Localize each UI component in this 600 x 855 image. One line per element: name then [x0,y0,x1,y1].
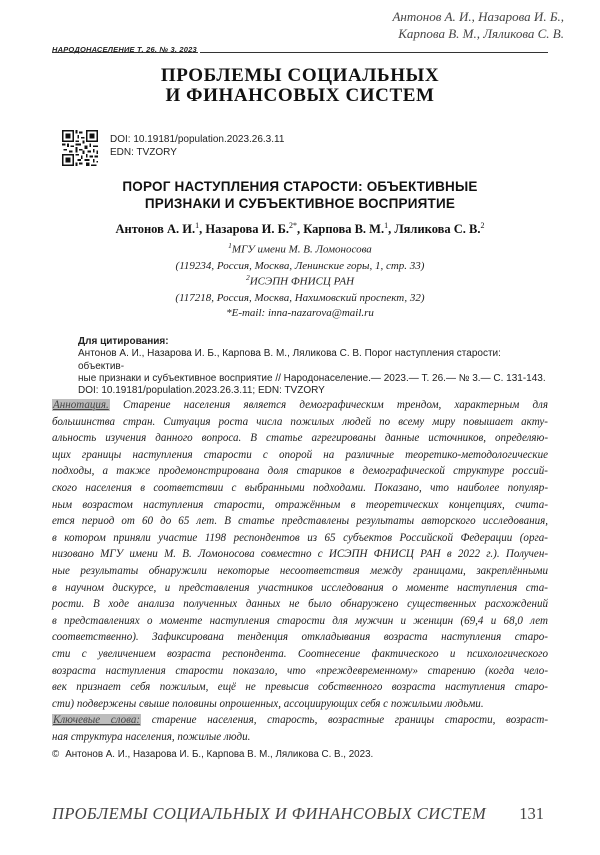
running-head-authors-line2: Карпова В. М., Ляликова С. В. [398,26,564,41]
abstract-line: Аннотация. Старение населения является демографическим трендом, характерным для [53,399,548,411]
abstract-label: Аннотация. [53,399,109,411]
keywords-line: Ключевые слова: старение населения, старость, возрастные границы старости, возраст- [53,714,548,727]
abstract-line: в научном дискурсе, и представления участников исследования о моменте наступления ста- [52,581,548,594]
affiliation-1: $^1$МГУ имени М. В. Ломоносова (119234, Россия, Москва, Ленинские горы, 1, стр. 33) [175,241,425,272]
article-title-line1: ПОРОГ НАСТУПЛЕНИЯ СТАРОСТИ: ОБЪЕКТИВНЫЕ [122,179,478,194]
copyright-text: Антонов А. И., Назарова И. Б., Карпова В. М., Ляликова С. В., 2023. [65,749,374,760]
author: Карпова В. М.$^1$, [303,221,395,237]
abstract-line: сти) подвержены свыше половины опрошенных, ассоциирующих себя с пожилыми людьми. [52,697,484,710]
abstract-line: сти с увеличением возраста респондента. Соотнесение фактического и психологического [52,647,548,660]
abstract-line: возраста наступления старости показало, что «преждевременному» старению (когда чело- [52,664,548,677]
author: Антонов А. И.$^1$, [115,221,206,237]
author: Ляликова С. В.$^2$ [394,221,485,237]
abstract-line: ского населения в соответствии с выбранными подходами. Показано, что наиболее популяр- [52,481,548,494]
section-title [0,66,600,106]
abstract-line: в котором приняли участие 1198 респондентов из 65 субъектов Российской Федерации (орга- [52,531,548,544]
citation-line: ные признаки и субъективное восприятие // Народонаселение.— 2023.— Т. 26.— № 3.— С. 131-143. [78,372,546,384]
abstract-line: рости. В ходе анализа полученных данных не было обнаружено существенных расхождений [52,598,548,611]
citation-heading: Для цитирования: [78,336,169,347]
author-list [0,221,600,237]
header-rule-left [52,52,198,53]
abstract-line: в представлениях о моменте наступления старости для мужчин и женщин (69,4 и 68,0 лет [52,614,548,627]
section-title-line2: И ФИНАНСОВЫХ СИСТЕМ [165,85,435,106]
abstract-line: подходы, а также продемонстрирована доля стариков в демографической структуре россий- [52,465,548,478]
abstract-line: ные результаты обнаружили некоторые несоответствия между границами, закреплёнными [52,564,548,577]
doi-text: DOI: 10.19181/population.2023.26.3.11 [110,134,285,145]
abstract-line: низовано МГУ имени М. В. Ломоносова совместно с ИСЭПН ФНИСЦ РАН в 2022 г.). Получен- [52,548,548,561]
keywords-label: Ключевые слова: [53,714,141,727]
citation-block [78,336,548,397]
page-number: 131 [519,804,544,823]
edn-text: EDN: TVZORY [110,147,177,158]
abstract-line: щих границы наступления старости с опорой на различные теоретико-методологические [52,448,548,461]
copyright-notice [52,749,373,760]
article-title [0,178,600,212]
qr-code-icon [62,130,98,166]
running-head-authors [264,8,564,42]
header-rule-right [200,52,548,53]
running-head-authors-line1: Антонов А. И., Назарова И. Б., [392,9,564,24]
abstract-line: альность изучения данного вопроса. В статье агрегированы данные источников, определяю- [52,432,548,445]
correspondence-email: *E-mail: inna-nazarova@mail.ru [226,307,374,319]
abstract-line: век признает себя пожилым, ещё не превысив собственного возраста наступления старо- [52,681,548,694]
author: Назарова И. Б.$^{2*}$, [205,221,304,237]
article-title-line2: ПРИЗНАКИ И СУБЪЕКТИВНОЕ ВОСПРИЯТИЕ [144,196,456,211]
citation-line: DOI: 10.19181/population.2023.26.3.11; EDN: TVZORY [78,385,325,397]
abstract-line: ется период от 60 до 65 лет. В статье представлены результаты авторского исследования, [52,515,548,528]
abstract-line: ным возрастом наступления старости, отражённым в теоретических концепциях, счита- [52,498,548,511]
affiliation-2: $^2$ИСЭПН ФНИСЦ РАН (117218, Россия, Москва, Нахимовский проспект, 32) [175,273,425,304]
copyright-icon: © [52,749,60,760]
abstract-line: соответственно). Зафиксирована тенденция откладывания возраста наступления старо- [52,631,548,644]
article-identifiers [110,133,284,159]
journal-issue-line: НАРОДОНАСЕЛЕНИЕ Т. 26. № 3. 2023 [52,45,197,54]
abstract-line: большинства стран. Ситуация роста числа пожилых людей по всему миру повышает акту- [52,415,548,428]
keywords-line: ная структура населения, пожилые люди. [52,730,251,743]
abstract [52,397,548,745]
footer-journal-section: ПРОБЛЕМЫ СОЦИАЛЬНЫХ И ФИНАНСОВЫХ СИСТЕМ [52,804,487,823]
citation-line: Антонов А. И., Назарова И. Б., Карпова В. М., Ляликова С. В. Порог наступления старости: объектив- [78,348,501,372]
section-title-line1: ПРОБЛЕМЫ СОЦИАЛЬНЫХ [160,65,440,86]
